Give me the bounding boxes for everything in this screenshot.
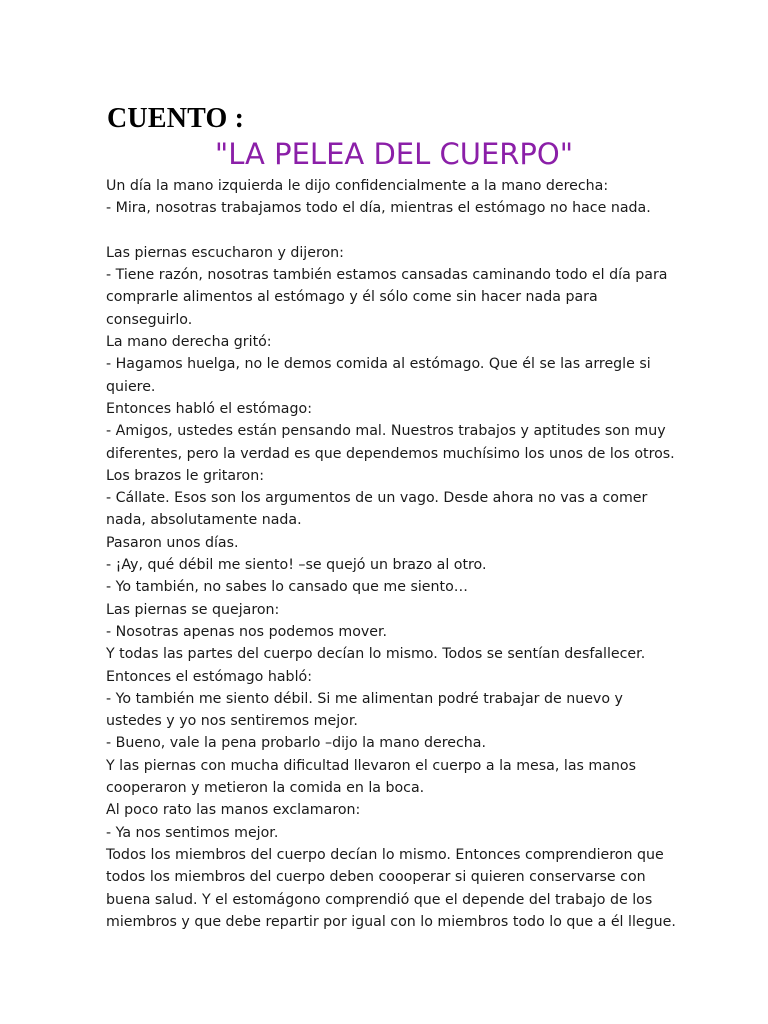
story-line: Las piernas se quejaron: [106, 601, 280, 618]
story-line: Entonces el estómago habló: [106, 668, 312, 685]
story-line: La mano derecha gritó: [106, 334, 272, 351]
story-line: - ¡Ay, qué débil me siento! –se quejó un brazo al otro. [106, 557, 487, 574]
story-line: diferentes, pero la verdad es que dependemos muchísimo los unos de los otros. [106, 445, 675, 462]
story-line: - Hagamos huelga, no le demos comida al estómago. Que él se las arregle si [106, 356, 651, 373]
story-line: Al poco rato las manos exclamaron: [106, 802, 361, 819]
story-line: cooperaron y metieron la comida en la boca. [106, 780, 425, 797]
story-line: Y todas las partes del cuerpo decían lo mismo. Todos se sentían desfallecer. [106, 646, 646, 663]
story-line: Todos los miembros del cuerpo decían lo mismo. Entonces comprendieron que [106, 846, 664, 863]
document-heading: CUENTO : [107, 103, 245, 134]
story-line: - Ya nos sentimos mejor. [106, 824, 279, 841]
story-line: miembros y que debe repartir por igual con lo miembros todo lo que a él llegue. [106, 913, 676, 930]
story-line: Un día la mano izquierda le dijo confidencialmente a la mano derecha: [106, 178, 609, 194]
story-body [106, 175, 676, 933]
story-line: Y las piernas con mucha dificultad llevaron el cuerpo a la mesa, las manos [106, 757, 636, 774]
story-line: nada, absolutamente nada. [106, 512, 302, 529]
story-line: - Tiene razón, nosotras también estamos cansadas caminando todo el día para [106, 267, 668, 284]
story-line: - Nosotras apenas nos podemos mover. [106, 623, 388, 640]
paragraph-break [106, 220, 666, 242]
story-line: quiere. [106, 378, 156, 395]
story-line: - Yo también, no sabes lo cansado que me siento… [106, 579, 468, 596]
story-line: todos los miembros del cuerpo deben coooperar si quieren conservarse con [106, 869, 646, 886]
story-title: "LA PELEA DEL CUERPO" [214, 137, 574, 171]
story-line: - Yo también me siento débil. Si me alimentan podré trabajar de nuevo y [106, 690, 623, 707]
story-line: - Cállate. Esos son los argumentos de un vago. Desde ahora no vas a comer [106, 490, 648, 507]
story-line: - Mira, nosotras trabajamos todo el día, mientras el estómago no hace nada. [106, 200, 651, 217]
story-line: Entonces habló el estómago: [106, 400, 312, 417]
story-line: Los brazos le gritaron: [106, 467, 264, 484]
story-line: - Amigos, ustedes están pensando mal. Nuestros trabajos y aptitudes son muy [106, 423, 666, 440]
story-line: ustedes y yo nos sentiremos mejor. [106, 713, 358, 730]
story-line: comprarle alimentos al estómago y él sólo come sin hacer nada para [106, 289, 598, 306]
story-line: conseguirlo. [106, 311, 193, 328]
story-line: buena salud. Y el estomágono comprendió que el depende del trabajo de los [106, 891, 653, 908]
story-line: Las piernas escucharon y dijeron: [106, 244, 344, 261]
story-line: - Bueno, vale la pena probarlo –dijo la mano derecha. [106, 735, 486, 752]
story-line: Pasaron unos días. [106, 534, 239, 551]
